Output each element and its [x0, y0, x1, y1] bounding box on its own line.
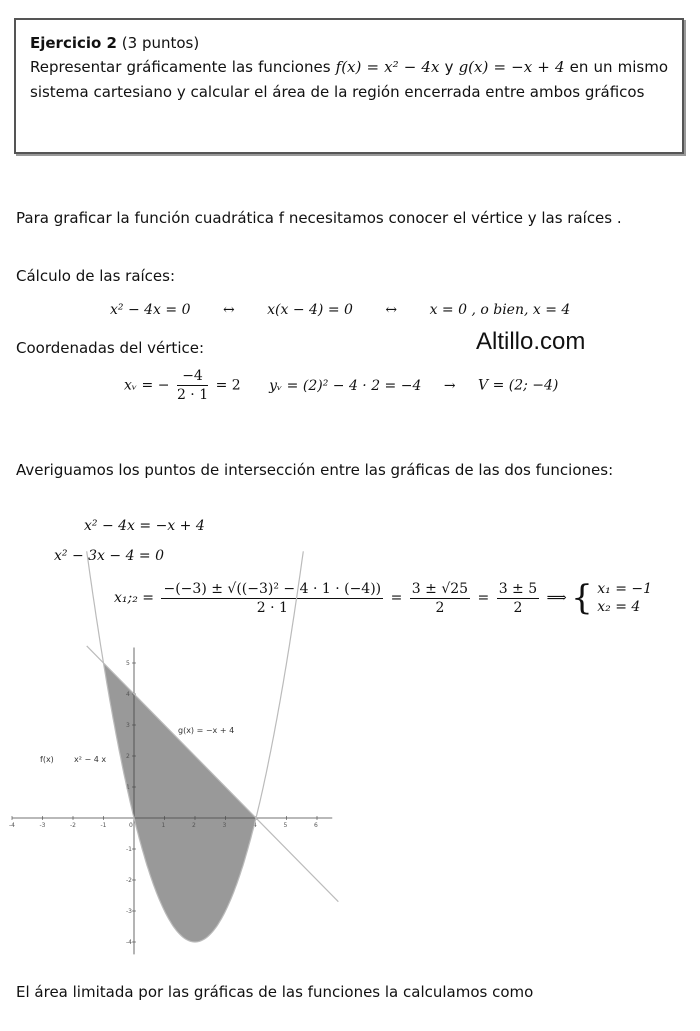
statement-joiner: y [444, 58, 454, 76]
formula-numerator-2: 3 ± √25 [411, 580, 469, 597]
function-graph [10, 640, 340, 960]
statement-part-2: en un mismo sistema cartesiano y calcular el área de la región encerrada entre ambos gráficos [30, 58, 668, 101]
x-tick-label: 1 [161, 822, 166, 829]
vertex-xv-numerator: −4 [177, 368, 208, 386]
formula-fraction-2 [410, 581, 470, 616]
formula-equals-2: = [477, 590, 490, 606]
formula-denominator-3: 2 [513, 599, 523, 616]
intersection-eq-2: x² − 3x − 4 = 0 [54, 548, 165, 564]
formula-implies: ⟹ [546, 590, 567, 606]
roots-step-3: x = 0 , o bien, x = 4 [429, 302, 571, 318]
exercise-box [14, 18, 684, 154]
quadratic-formula-line [114, 580, 652, 616]
y-tick-label: 2 [126, 753, 130, 760]
vertex-yv: yᵥ = (2)² − 4 · 2 = −4 [269, 377, 422, 394]
x-tick-label: -2 [70, 822, 76, 829]
graph-label-g: g(x) = −x + 4 [178, 726, 235, 735]
vertex-heading: Coordenadas del vértice: [16, 339, 205, 357]
vertex-xv-fraction [177, 368, 208, 403]
y-tick-label: -3 [126, 908, 132, 915]
exercise-heading [30, 34, 668, 52]
y-tick-label: -2 [126, 877, 132, 884]
solution-system [597, 580, 652, 616]
x-tick-label: 3 [222, 822, 227, 829]
graph-label-f: f(x) [40, 755, 54, 764]
watermark-logo: Altillo.com [476, 328, 586, 355]
y-tick-label: -1 [126, 846, 132, 853]
exercise-statement [30, 55, 668, 105]
formula-fraction-3 [497, 581, 539, 616]
x-tick-label: 2 [192, 822, 196, 829]
vertex-xv-rhs: = 2 [215, 377, 241, 394]
solution-brace: { [571, 578, 593, 618]
intro-paragraph: Para graficar la función cuadrática f necesitamos conocer el vértice y las raíces . [16, 209, 622, 227]
vertex-xv-lhs: xᵥ = − [124, 377, 170, 394]
solution-1: x₁ = −1 [597, 581, 653, 597]
formula-fraction-1 [161, 581, 383, 616]
vertex-point: V = (2; −4) [478, 377, 559, 394]
final-paragraph: El área limitada por las gráficas de las funciones la calculamos como [16, 983, 534, 1001]
vertex-xv-denominator: 2 · 1 [176, 387, 209, 403]
roots-arrow-2: ↔ [385, 302, 398, 318]
vertex-equation-line [124, 368, 558, 403]
roots-step-2: x(x − 4) = 0 [267, 302, 353, 318]
formula-numerator-1: −(−3) ± √((−3)² − 4 · 1 · (−4)) [163, 580, 382, 597]
x-tick-label: 6 [314, 822, 318, 829]
function-g-definition: g(x) = −x + 4 [458, 58, 565, 76]
formula-denominator-1: 2 · 1 [256, 599, 288, 616]
exercise-title: Ejercicio 2 [30, 34, 117, 52]
intersection-eq-1: x² − 4x = −x + 4 [84, 518, 205, 534]
statement-part-1: Representar gráficamente las funciones [30, 58, 331, 76]
y-tick-label: 1 [126, 784, 130, 791]
formula-equals-1: = [390, 590, 403, 606]
roots-step-1: x² − 4x = 0 [110, 302, 191, 318]
roots-equation-line [110, 302, 570, 318]
y-tick-label: -4 [126, 939, 132, 946]
roots-arrow-1: ↔ [222, 302, 235, 318]
formula-denominator-2: 2 [435, 599, 445, 616]
vertex-arrow: → [443, 377, 456, 394]
x-tick-label: 4 [253, 822, 257, 829]
x-tick-label: -3 [39, 822, 46, 829]
y-tick-label: 4 [126, 691, 130, 698]
y-tick-label: 3 [126, 722, 130, 729]
x-tick-label: 5 [283, 822, 288, 829]
x-tick-label: -4 [9, 822, 15, 829]
formula-lhs: x₁;₂ = [114, 590, 155, 606]
exercise-points: (3 puntos) [121, 34, 200, 52]
roots-heading: Cálculo de las raíces: [16, 267, 176, 285]
intersection-paragraph: Averiguamos los puntos de intersección entre las gráficas de las dos funciones: [16, 461, 614, 479]
solution-2: x₂ = 4 [597, 599, 641, 615]
graph-label-f-expression: x² − 4 x [74, 755, 107, 764]
formula-numerator-3: 3 ± 5 [498, 580, 538, 597]
x-tick-label: -1 [100, 822, 107, 829]
function-f-definition: f(x) = x² − 4x [335, 58, 440, 76]
y-tick-label: 5 [126, 660, 130, 667]
x-tick-label: 0 [129, 822, 133, 829]
shaded-region [104, 663, 257, 942]
